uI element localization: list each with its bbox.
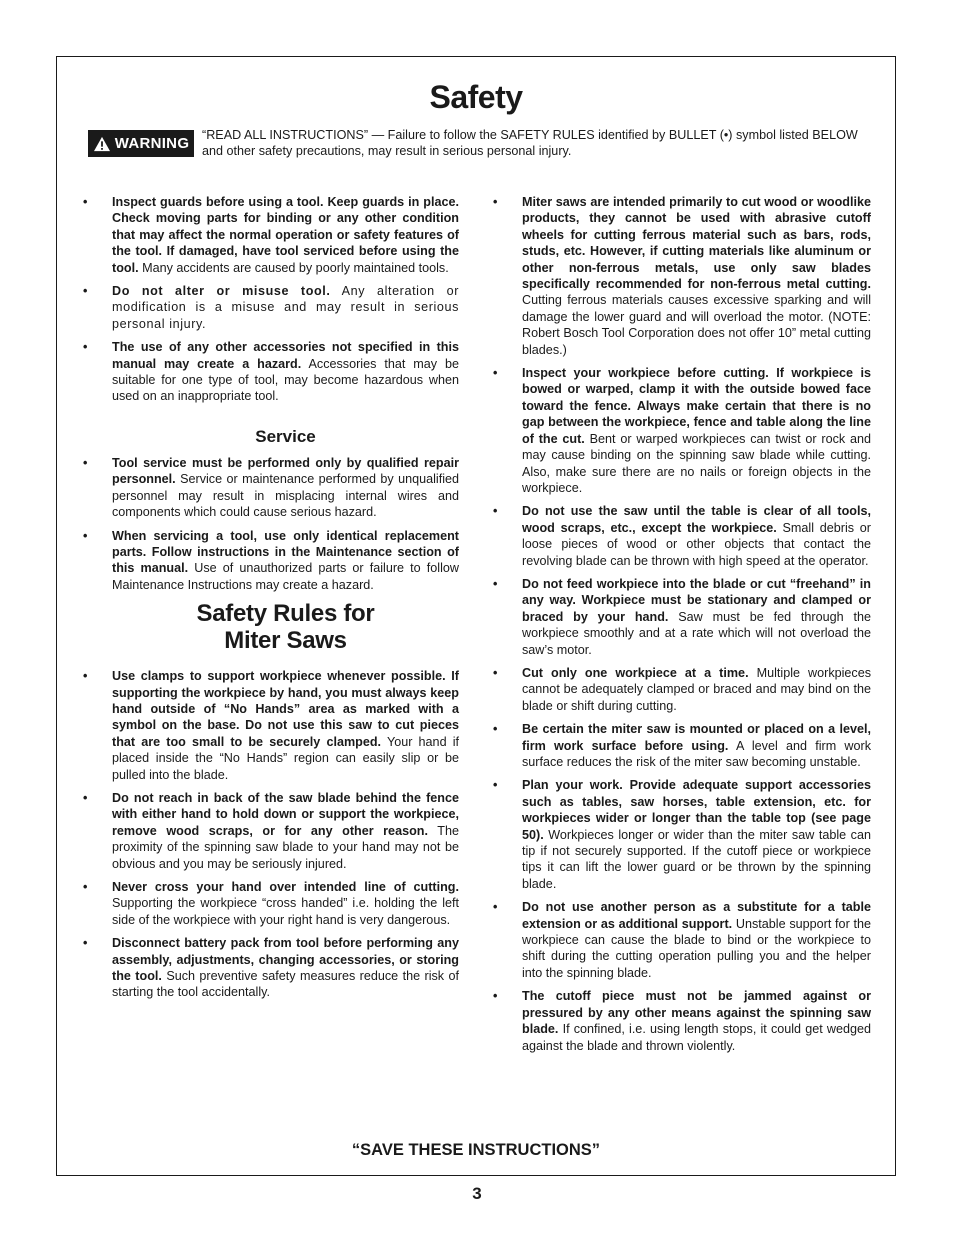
- rule-bold: Do not reach in back of the saw blade behind the fence with either hand to hold down or support the workpiece, remove wood scraps, or for any other reason.: [112, 790, 459, 838]
- service-rules: [83, 455, 459, 593]
- list-item: [83, 879, 459, 928]
- miter-title-line1: Safety Rules for: [196, 600, 375, 628]
- rule-text: Multiple workpieces cannot be adequately clamped or braced and may bind on the blade or shift during cutting.: [522, 665, 872, 713]
- rule-bold: Disconnect battery pack from tool before performing any assembly, adjustments, changing accessories, or storing the tool.: [112, 936, 459, 984]
- bullet-mark: •: [493, 665, 498, 680]
- page-title: Safety: [429, 79, 523, 115]
- left-column: [83, 194, 459, 1008]
- list-item: [493, 665, 871, 714]
- list-item: [493, 365, 871, 496]
- list-item: [493, 503, 871, 569]
- bullet-mark: •: [83, 195, 88, 209]
- list-item: [83, 790, 459, 872]
- rule-text: Supporting the workpiece “cross handed” i.e. holding the left side of the workpiece with your right hand is very dangerous.: [112, 896, 459, 927]
- service-heading: Service: [255, 426, 316, 446]
- rule-bold: Tool service must be performed only by qualified repair personnel.: [112, 455, 459, 487]
- warning-badge-label: WARNING: [114, 135, 190, 152]
- rule-text: The proximity of the spinning saw blade to your hand may not be obvious and you may be seriously injured.: [112, 823, 459, 871]
- rule-text: Accessories that may be suitable for one type of tool, may become hazardous when used on an inappropriate tool.: [112, 356, 459, 404]
- rule-text: A level and firm work surface reduces the risk of the miter saw becoming unstable.: [522, 738, 871, 769]
- list-item: [83, 528, 459, 594]
- list-item: [83, 935, 459, 1001]
- bullet-mark: •: [493, 195, 498, 209]
- bullet-mark: •: [493, 504, 498, 519]
- rule-text: Bent or warped workpieces can twist or rock and may cause binding on the spinning saw blade while cutting. Also, make sure there are no nails or foreign objects in the workpiece.: [522, 431, 871, 495]
- rule-bold: Do not feed workpiece into the blade or cut “freehand” in any way. Workpiece must be stationary and clamped or braced by your hand.: [522, 576, 871, 624]
- warning-text: “READ ALL INSTRUCTIONS” — Failure to follow the SAFETY RULES identified by BULLET (•) symbol listed BELOW and other safety precautions, may result in serious personal injury.: [202, 128, 858, 158]
- rule-bold: Inspect guards before using a tool. Keep guards in place. Check moving parts for binding or any other condition that may affect the normal operation or safety features of the tool. If damaged, have tool serviced before using the tool.: [112, 195, 459, 275]
- rule-bold: Use clamps to support workpiece whenever possible. If supporting the workpiece by hand, you must always keep hand outside of “No Hands” area as marked with a symbol on the base. Do not use this saw to cut pieces that are too small to be securely clamped.: [112, 669, 459, 749]
- rule-bold: Miter saws are intended primarily to cut wood or woodlike products, they cannot be used with abrasive cutoff wheels for cutting ferrous material such as bars, rods, studs, etc. However, if cutting materials like aluminum or other non-ferrous metals, use only saw blades specifically recommended for non-ferrous metal cutting.: [522, 195, 871, 292]
- list-item: [83, 668, 459, 783]
- rule-bold: Inspect your workpiece before cutting. If workpiece is bowed or warped, clamp it with the outside bowed face toward the fence. Always make certain that there is no gap between the workpiece, fence and table along the line of the cut.: [522, 366, 871, 446]
- rule-text: Small debris or loose pieces of wood or other objects that contact the revolving blade can be thrown with high speed at the operator.: [522, 520, 871, 568]
- bullet-mark: •: [493, 989, 498, 1004]
- list-item: [83, 283, 459, 332]
- rule-bold: Be certain the miter saw is mounted or placed on a level, firm work surface before using.: [522, 722, 871, 753]
- rule-text: Any alteration or modification is a misuse and may result in serious personal injury.: [112, 284, 460, 331]
- rule-text: Workpieces longer or wider than the miter saw table can tip if not securely supported. If the cutoff piece or workpiece tips it can lift the lower guard or be thrown by the spinning blade.: [522, 827, 871, 891]
- list-item: [83, 455, 459, 521]
- rule-text: Unstable support for the workpiece can cause the blade to bind or the workpiece to shift during the cutting operation pulling you and the helper into the spinning blade.: [522, 916, 871, 980]
- rule-bold: Never cross your hand over intended line of cutting.: [112, 880, 459, 894]
- bullet-mark: •: [493, 722, 498, 737]
- rule-text: Saw must be fed through the workpiece smoothly and at a rate which will not overload the saw’s motor.: [522, 609, 871, 657]
- page-number: 3: [472, 1184, 482, 1203]
- bullet-mark: •: [83, 284, 89, 299]
- miter-title-line2: Miter Saws: [224, 627, 347, 655]
- rule-bold: The cutoff piece must not be jammed against or pressured by any other means against the spinning saw blade.: [522, 989, 871, 1037]
- bullet-mark: •: [83, 790, 88, 805]
- rule-bold: Do not use another person as a substitute for a table extension or as additional support.: [522, 900, 871, 931]
- list-item: [493, 721, 871, 770]
- rule-text: Use of unauthorized parts or failure to follow Maintenance Instructions may create a hazard.: [112, 561, 459, 592]
- general-rules: [83, 194, 459, 405]
- list-item: [493, 194, 871, 358]
- list-item: [83, 339, 459, 405]
- bullet-mark: •: [83, 528, 88, 543]
- list-item: [493, 899, 871, 981]
- right-column: [493, 194, 871, 1061]
- miter-rules: [83, 668, 459, 1001]
- bullet-mark: •: [493, 366, 498, 381]
- bullet-mark: •: [493, 900, 498, 915]
- rule-bold: The use of any other accessories not specified in this manual may create a hazard.: [112, 340, 459, 371]
- rule-bold: Do not use the saw until the table is clear of all tools, wood scraps, etc., except the workpiece.: [522, 504, 871, 535]
- bullet-mark: •: [83, 340, 88, 355]
- rule-bold: Do not alter or misuse tool.: [112, 284, 331, 299]
- list-item: [493, 576, 871, 658]
- warning-badge: [88, 130, 194, 157]
- rule-text: If confined, i.e. using length stops, it could get wedged against the blade and thrown violently.: [522, 1022, 872, 1053]
- list-item: [493, 777, 871, 892]
- bullet-mark: •: [83, 936, 88, 951]
- bullet-mark: •: [83, 880, 88, 894]
- bullet-mark: •: [83, 455, 88, 470]
- rule-text: Cutting ferrous materials causes excessive sparking and will damage the lower guard and will overload the motor. (NOTE: Robert Bosch Tool Corporation does not offer 10” metal cutting blades.): [522, 293, 871, 357]
- rule-bold: When servicing a tool, use only identical replacement parts. Follow instructions in the Maintenance section of this manual.: [112, 528, 459, 576]
- page-frame: [56, 56, 896, 1176]
- rule-text: Your hand if placed inside the “No Hands” region can easily slip or be pulled into the blade.: [112, 734, 460, 782]
- list-item: [83, 194, 459, 276]
- rule-bold: Plan your work. Provide adequate support accessories such as tables, saw horses, table extension, etc. for workpieces wider or longer than the table top (see page 50).: [522, 778, 871, 842]
- bullet-mark: •: [83, 669, 88, 684]
- warning-triangle-icon: [93, 136, 111, 152]
- save-instructions-footer: “SAVE THESE INSTRUCTIONS”: [351, 1141, 601, 1159]
- rule-bold: Cut only one workpiece at a time.: [522, 665, 749, 680]
- bullet-mark: •: [493, 576, 498, 591]
- list-item: [493, 988, 871, 1054]
- miter-saw-rules-title: [112, 600, 459, 654]
- rule-text: Many accidents are caused by poorly maintained tools.: [142, 260, 449, 275]
- rule-text: Such preventive safety measures reduce the risk of starting the tool accidentally.: [112, 969, 460, 1000]
- rule-text: Service or maintenance performed by unqualified personnel may result in misplacing internal wires and components which could cause serious hazard.: [112, 472, 460, 520]
- bullet-mark: •: [493, 778, 498, 793]
